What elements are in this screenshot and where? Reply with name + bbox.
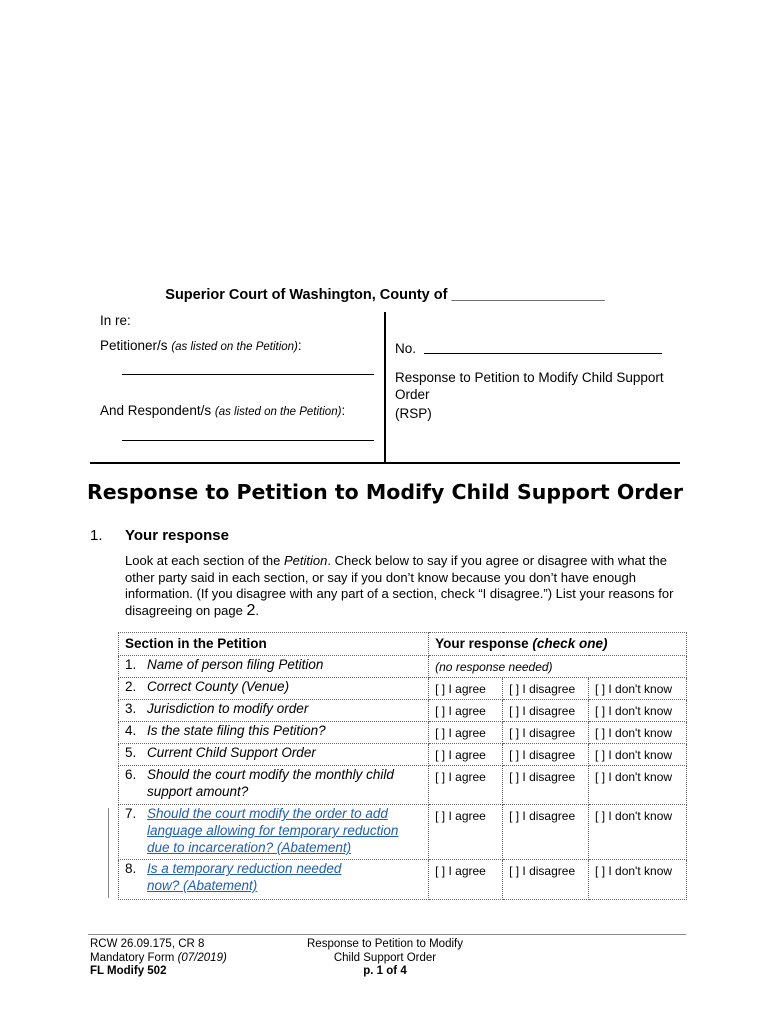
footer-mandatory-text: Mandatory Form — [90, 951, 178, 964]
footer-rule — [88, 934, 686, 935]
dont-know-checkbox[interactable]: [ ] I don't know — [589, 766, 687, 805]
row-number: 4. — [125, 723, 137, 738]
footer-title-1: Response to Petition to Modify — [307, 938, 463, 950]
agree-checkbox[interactable]: [ ] I agree — [429, 700, 503, 722]
row-label — [119, 860, 429, 900]
section-number: 1. — [90, 527, 103, 544]
row-label — [119, 656, 429, 678]
row-number: 3. — [125, 701, 137, 716]
disagree-checkbox[interactable]: [ ] I disagree — [503, 766, 589, 805]
document-title: Response to Petition to Modify Child Support Order — [86, 480, 684, 504]
disagree-checkbox[interactable]: [ ] I disagree — [503, 805, 589, 860]
dont-know-checkbox[interactable]: [ ] I don't know — [589, 722, 687, 744]
response-table — [118, 632, 687, 900]
disagree-checkbox[interactable]: [ ] I disagree — [503, 860, 589, 900]
petitioner-note: (as listed on the Petition) — [171, 341, 298, 353]
dont-know-checkbox[interactable]: [ ] I don't know — [589, 744, 687, 766]
row-number: 5. — [125, 745, 137, 760]
respondent-label-text: And Respondent/s — [100, 403, 212, 418]
row-text: Name of person filing Petition — [147, 657, 324, 672]
agree-checkbox[interactable]: [ ] I agree — [429, 860, 503, 900]
footer-title-2: Child Support Order — [333, 951, 437, 964]
petitioner-colon: : — [297, 338, 302, 353]
instructions-page-ref: 2 — [246, 601, 256, 619]
table-header — [119, 633, 687, 656]
table-row — [119, 744, 687, 766]
caption-doc-title: Response to Petition to Modify Child Support Order — [395, 370, 664, 402]
header-response-note: (check one) — [532, 636, 608, 651]
table-row — [119, 656, 687, 678]
case-number-blank[interactable] — [424, 353, 662, 354]
row-text: Current Child Support Order — [147, 745, 316, 760]
caption-doc-code: (RSP) — [395, 406, 432, 421]
disagree-checkbox[interactable]: [ ] I disagree — [503, 744, 589, 766]
in-re-label: In re: — [100, 313, 131, 328]
section-instructions — [125, 553, 685, 619]
dont-know-checkbox[interactable]: [ ] I don't know — [589, 678, 687, 700]
row-text-link[interactable]: Should the court modify the order to add language allowing for temporary reduction due to incarceration? (Abatement) — [147, 806, 399, 855]
petitioner-name-blank[interactable] — [122, 374, 374, 375]
footer-page-number: p. 1 of 4 — [363, 965, 407, 977]
row-text: Is the state filing this Petition? — [147, 723, 326, 738]
disagree-checkbox[interactable]: [ ] I disagree — [503, 678, 589, 700]
footer-rcw: RCW 26.09.175, CR 8 — [90, 938, 205, 950]
row-number: 2. — [125, 679, 137, 694]
row-label — [119, 766, 429, 805]
row-number: 1. — [125, 657, 137, 672]
respondent-label — [100, 403, 345, 418]
row-text: Jurisdiction to modify order — [147, 701, 309, 716]
row-number: 6. — [125, 767, 137, 782]
instructions-end: . — [255, 602, 259, 618]
respondent-name-blank[interactable] — [122, 440, 374, 441]
footer-center — [290, 938, 480, 979]
row-text: Should the court modify the monthly child support amount? — [147, 767, 394, 799]
table-row — [119, 700, 687, 722]
section-title: Your response — [125, 527, 229, 544]
header-section: Section in the Petition — [119, 633, 429, 656]
table-row — [119, 678, 687, 700]
no-response-note: (no response needed) — [429, 656, 687, 678]
footer-date: (07/2019) — [177, 951, 227, 964]
caption-divider — [384, 312, 386, 462]
dont-know-checkbox[interactable]: [ ] I don't know — [589, 805, 687, 860]
case-number-label: No. — [395, 341, 417, 356]
court-heading: Superior Court of Washington, County of ___________________ — [165, 287, 605, 303]
disagree-checkbox[interactable]: [ ] I disagree — [503, 700, 589, 722]
row-label — [119, 744, 429, 766]
agree-checkbox[interactable]: [ ] I agree — [429, 722, 503, 744]
agree-checkbox[interactable]: [ ] I agree — [429, 766, 503, 805]
row-label — [119, 805, 429, 860]
row-text: Correct County (Venue) — [147, 679, 290, 694]
respondent-colon: : — [341, 403, 346, 418]
table-row — [119, 722, 687, 744]
petitioner-label-text: Petitioner/s — [100, 338, 168, 353]
instructions-petition: Petition — [284, 553, 328, 568]
agree-checkbox[interactable]: [ ] I agree — [429, 744, 503, 766]
footer-form-id: FL Modify 502 — [90, 965, 167, 977]
table-row — [119, 766, 687, 805]
caption-bottom-rule — [90, 462, 680, 464]
dont-know-checkbox[interactable]: [ ] I don't know — [589, 700, 687, 722]
petitioner-label — [100, 338, 302, 353]
row-text-link[interactable]: Is a temporary reduction needed now? (Abatement) — [147, 861, 342, 893]
row-number: 8. — [125, 861, 137, 876]
header-response — [429, 633, 687, 656]
agree-checkbox[interactable]: [ ] I agree — [429, 805, 503, 860]
row-label — [119, 722, 429, 744]
dont-know-checkbox[interactable]: [ ] I don't know — [589, 860, 687, 900]
header-response-text: Your response — [435, 636, 533, 651]
row-label — [119, 678, 429, 700]
instructions-part-2: . Check below to say if you agree or disagree with what the other party said in each section, or say if you don’t know because you don’t have enough information. (If you disagree with any part of a section, check “I disagree.”) List your reasons for disagreeing on page — [125, 553, 674, 618]
row-label — [119, 700, 429, 722]
table-row — [119, 805, 687, 860]
footer-left — [90, 938, 227, 979]
footer-mandatory — [90, 952, 227, 966]
instructions-part-1: Look at each section of the — [125, 553, 284, 568]
disagree-checkbox[interactable]: [ ] I disagree — [503, 722, 589, 744]
row-number: 7. — [125, 806, 137, 821]
table-row — [119, 860, 687, 900]
revision-marker — [108, 808, 109, 898]
agree-checkbox[interactable]: [ ] I agree — [429, 678, 503, 700]
respondent-note: (as listed on the Petition) — [214, 406, 342, 418]
